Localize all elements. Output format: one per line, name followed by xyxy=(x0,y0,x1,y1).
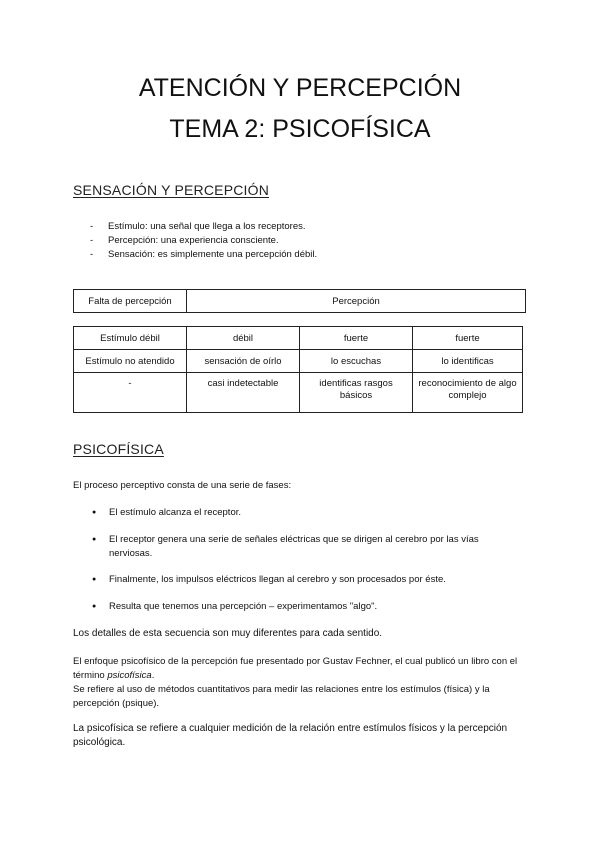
perception-header-table xyxy=(73,289,526,313)
table-cell: lo identificas xyxy=(413,350,523,373)
enfoque-text: El enfoque psicofísico de la percepción fue presentado por Gustav Fechner, el cual publicó un libro con el término xyxy=(73,656,518,681)
table-cell: Falta de percepción xyxy=(74,290,187,313)
list-item: ● El receptor genera una serie de señales eléctricas que se dirigen al cerebro por las vías nerviosas. xyxy=(92,533,509,561)
table-cell: débil xyxy=(187,327,300,350)
table-cell: casi indetectable xyxy=(187,373,300,413)
psicofisica-definition: La psicofísica se refiere a cualquier medición de la relación entre estímulos físicos y la percepción psicológica. xyxy=(73,723,508,748)
document-title: ATENCIÓN Y PERCEPCIÓN xyxy=(138,74,462,102)
table-cell: reconocimiento de algo complejo xyxy=(413,373,523,413)
definitions-list xyxy=(90,220,317,262)
table-cell: sensación de oírlo xyxy=(187,350,300,373)
enfoque-paragraph xyxy=(73,655,533,711)
list-item: - Sensación: es simplemente una percepción débil. xyxy=(90,248,317,262)
table-cell: Estímulo no atendido xyxy=(74,350,187,373)
table-row xyxy=(74,350,523,373)
table-cell: Percepción xyxy=(187,290,526,313)
enfoque-term: psicofísica xyxy=(107,670,152,681)
table-cell: - xyxy=(74,373,187,413)
table-cell: lo escuchas xyxy=(300,350,413,373)
perception-table xyxy=(73,326,523,413)
enfoque-period: . xyxy=(151,670,155,681)
table-cell: fuerte xyxy=(413,327,523,350)
table-row xyxy=(74,327,523,350)
list-item: - Percepción: una experiencia consciente. xyxy=(90,234,317,248)
detalles-paragraph: Los detalles de esta secuencia son muy diferentes para cada sentido. xyxy=(73,628,383,639)
table-cell: identificas rasgos básicos xyxy=(300,373,413,413)
table-cell: Estímulo débil xyxy=(74,327,187,350)
section-heading-psicofisica: PSICOFÍSICA xyxy=(73,441,164,457)
list-item: ● Resulta que tenemos una percepción – experimentamos "algo". xyxy=(92,600,509,614)
intro-paragraph: El proceso perceptivo consta de una serie de fases: xyxy=(73,480,292,491)
table-cell: fuerte xyxy=(300,327,413,350)
list-item: ● El estímulo alcanza el receptor. xyxy=(92,506,509,520)
list-item: ● Finalmente, los impulsos eléctricos llegan al cerebro y son procesados por éste. xyxy=(92,573,509,587)
enfoque-definition: Se refiere al uso de métodos cuantitativos para medir las relaciones entre los estímulos (física) y la percepción (psique). xyxy=(73,684,490,709)
document-subtitle: TEMA 2: PSICOFÍSICA xyxy=(169,115,431,143)
table-row xyxy=(74,373,523,413)
section-heading-sensacion: SENSACIÓN Y PERCEPCIÓN xyxy=(73,182,270,198)
list-item: - Estímulo: una señal que llega a los receptores. xyxy=(90,220,317,234)
